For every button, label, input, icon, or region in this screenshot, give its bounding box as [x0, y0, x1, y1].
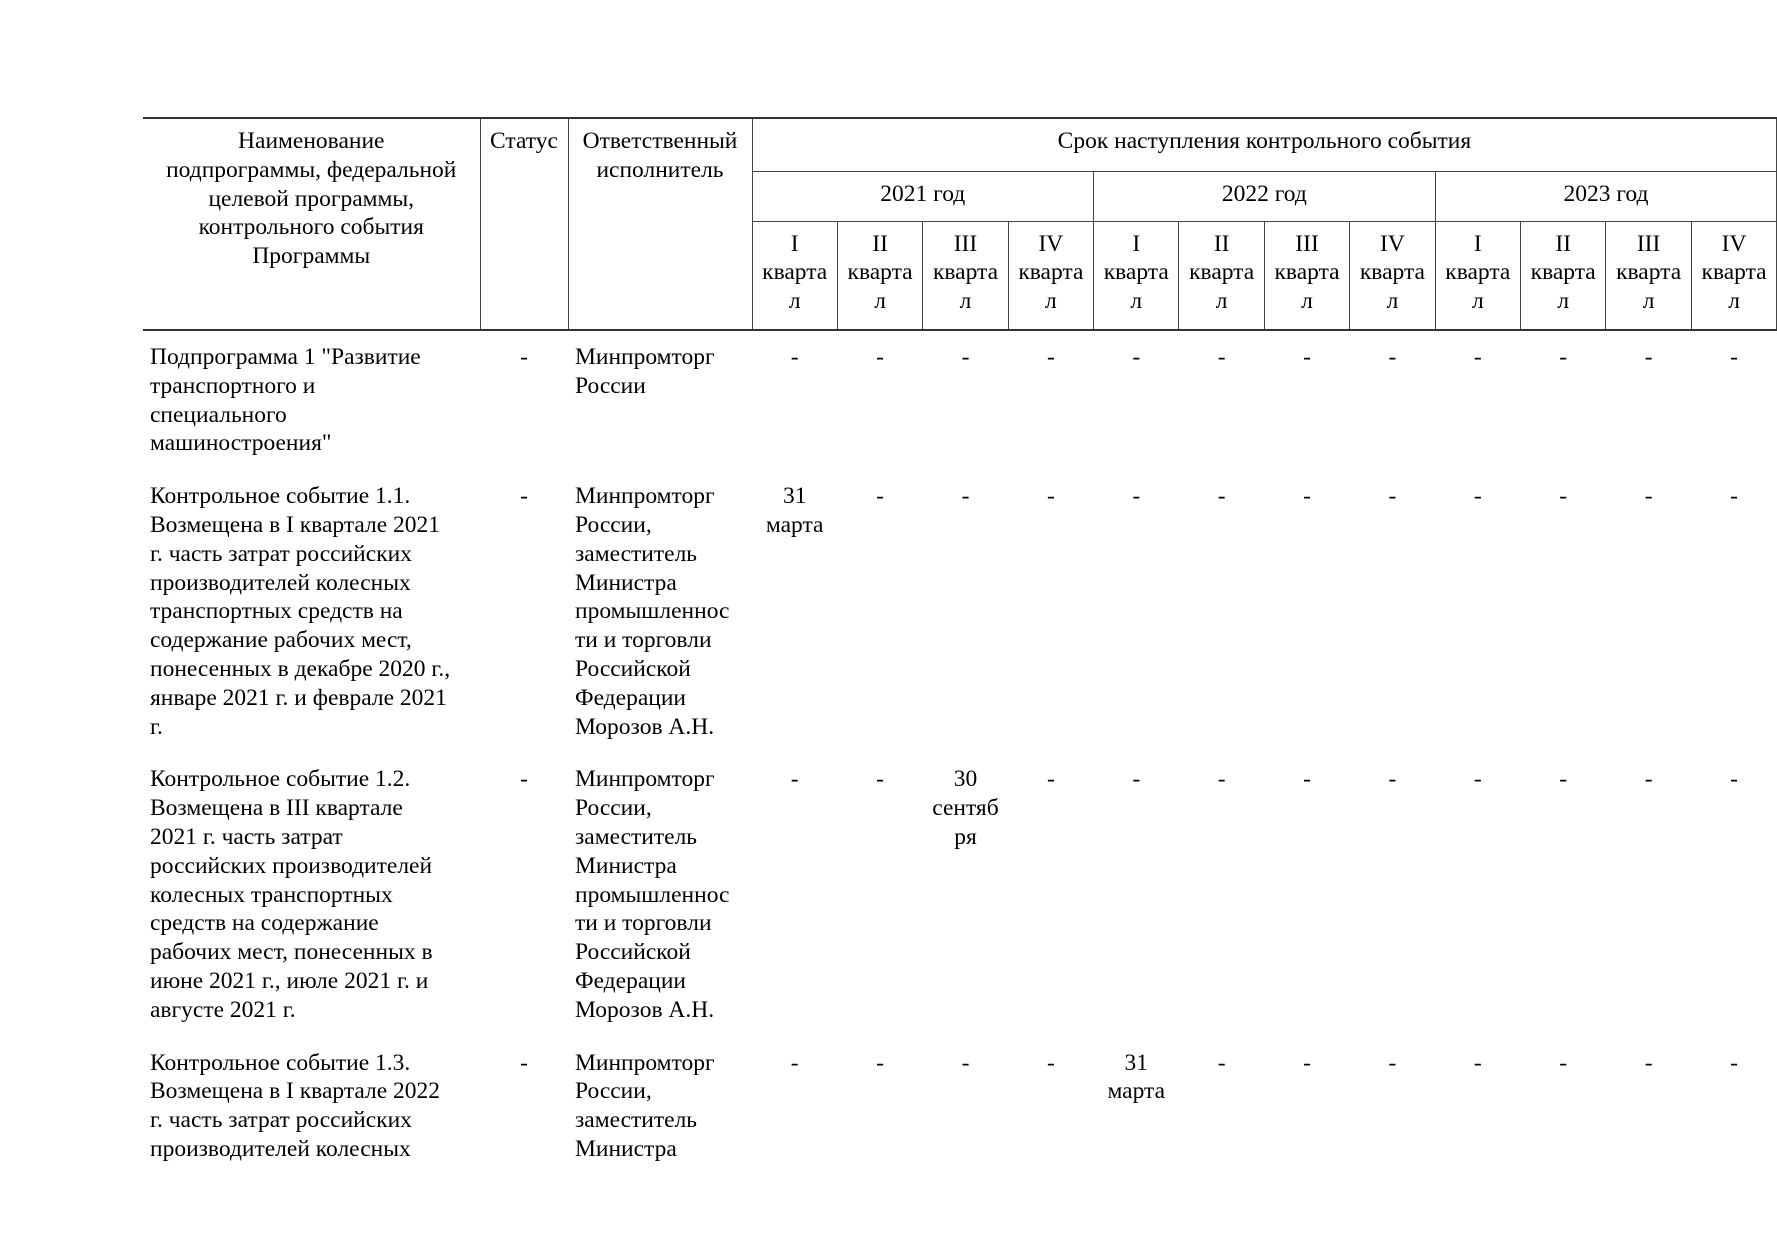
header-year-2022: 2022 год: [1094, 171, 1436, 221]
header-name: Наименование подпрограммы, федеральной целевой программы, контрольного события Программы: [143, 118, 480, 330]
event-deadline-cell: -: [790, 1049, 799, 1076]
event-deadline-cell: -: [876, 766, 884, 793]
event-deadline-cell: -: [1644, 483, 1653, 510]
event-deadline-cell: -: [1132, 344, 1141, 370]
event-deadline-cell: -: [1559, 1049, 1568, 1076]
event-deadline-cell: -: [1559, 344, 1568, 370]
header-executor: Ответственный исполнитель: [568, 118, 752, 330]
table-row: [143, 470, 1777, 753]
event-deadline-cell: -: [1217, 1049, 1226, 1076]
event-deadline-cell: -: [790, 344, 799, 370]
event-deadline-cell: -: [1473, 766, 1482, 793]
header-status: Статус: [480, 118, 568, 330]
header-quarter: II кварта л: [1179, 221, 1264, 330]
event-deadline-cell: -: [1644, 1049, 1653, 1076]
header-quarter: III кварта л: [923, 221, 1008, 330]
event-deadline-cell: -: [1132, 766, 1141, 793]
event-deadline-cell: -: [1730, 344, 1738, 370]
event-deadline-cell: -: [1388, 1049, 1397, 1076]
event-executor: Минпромторг России: [575, 344, 715, 399]
event-deadline-cell: -: [876, 1049, 884, 1076]
event-deadline-cell: -: [1132, 483, 1141, 510]
event-status: -: [520, 766, 528, 793]
header-quarter: I кварта л: [1435, 221, 1520, 330]
event-deadline-cell: -: [1730, 483, 1738, 510]
control-events-table: [143, 117, 1777, 1176]
event-deadline-cell: 31 марта: [765, 483, 824, 538]
event-deadline-cell: -: [1046, 344, 1055, 370]
event-name: Контрольное событие 1.3. Возмещена в I квартале 2022 г. часть затрат российских производителей колесных: [150, 1049, 441, 1162]
table-row: [143, 753, 1777, 1036]
header-year-2021: 2021 год: [752, 171, 1094, 221]
header-quarter: I кварта л: [752, 221, 837, 330]
event-deadline-cell: -: [961, 344, 970, 370]
event-deadline-cell: -: [1730, 1049, 1738, 1076]
event-deadline-cell: -: [1644, 344, 1653, 370]
event-executor: Минпромторг России, заместитель Министра: [575, 1049, 715, 1162]
event-deadline-cell: 30 сентяб ря: [932, 766, 999, 850]
header-quarter: IV кварта л: [1008, 221, 1093, 330]
event-name: Контрольное событие 1.1. Возмещена в I квартале 2021 г. часть затрат российских производителей колесных транспортных средств на содержание рабочих мест, понесенных в декабре 2020 г., январе 2021 г. и феврале 2021 г.: [150, 483, 451, 740]
header-quarter: III кварта л: [1264, 221, 1349, 330]
header-quarter: III кварта л: [1606, 221, 1691, 330]
event-deadline-cell: -: [1303, 766, 1311, 793]
header-quarter: I кварта л: [1094, 221, 1179, 330]
event-deadline-cell: -: [1559, 483, 1568, 510]
event-deadline-cell: -: [790, 766, 799, 793]
header-year-2023: 2023 год: [1435, 171, 1777, 221]
event-deadline-cell: -: [1217, 344, 1226, 370]
header-quarter: II кварта л: [1521, 221, 1606, 330]
event-deadline-cell: -: [1473, 1049, 1482, 1076]
event-executor: Минпромторг России, заместитель Министра промышленнос ти и торговли Российской Федерации Морозов А.Н.: [575, 766, 730, 1023]
header-quarter: IV кварта л: [1350, 221, 1435, 330]
header-quarter: II кварта л: [837, 221, 922, 330]
event-deadline-cell: -: [1217, 766, 1226, 793]
event-deadline-cell: -: [961, 1049, 970, 1076]
table-row: [143, 330, 1777, 470]
event-deadline-cell: -: [961, 483, 970, 510]
event-deadline-cell: -: [1046, 483, 1055, 510]
event-deadline-cell: -: [1303, 344, 1311, 370]
event-deadline-cell: -: [1388, 483, 1397, 510]
event-deadline-cell: 31 марта: [1107, 1049, 1166, 1105]
event-deadline-cell: -: [1303, 1049, 1311, 1076]
event-deadline-cell: -: [1046, 766, 1055, 793]
event-deadline-cell: -: [1559, 766, 1568, 793]
event-deadline-cell: -: [876, 344, 884, 370]
event-executor: Минпромторг России, заместитель Министра промышленнос ти и торговли Российской Федерации Морозов А.Н.: [575, 483, 730, 740]
event-status: -: [520, 344, 528, 370]
header-quarter: IV кварта л: [1691, 221, 1777, 330]
event-deadline-cell: -: [1473, 483, 1482, 510]
event-deadline-cell: -: [1217, 483, 1226, 510]
event-deadline-cell: -: [1388, 766, 1397, 793]
event-deadline-cell: -: [876, 483, 884, 510]
header-deadline: Срок наступления контрольного события: [752, 118, 1777, 171]
event-deadline-cell: -: [1730, 766, 1738, 793]
event-name: Подпрограмма 1 "Развитие транспортного и специального машиностроения": [150, 344, 421, 457]
table-row: [143, 1037, 1777, 1176]
event-deadline-cell: -: [1303, 483, 1311, 510]
event-deadline-cell: -: [1046, 1049, 1055, 1076]
event-deadline-cell: -: [1473, 344, 1482, 370]
event-status: -: [520, 1049, 528, 1076]
event-deadline-cell: -: [1644, 766, 1653, 793]
event-name: Контрольное событие 1.2. Возмещена в III квартале 2021 г. часть затрат российских производителей колесных транспортных средств на содержание рабочих мест, понесенных в июне 2021 г., июле 2021 г. и августе 2021 г.: [150, 766, 433, 1023]
event-deadline-cell: -: [1388, 344, 1397, 370]
event-status: -: [520, 483, 528, 510]
